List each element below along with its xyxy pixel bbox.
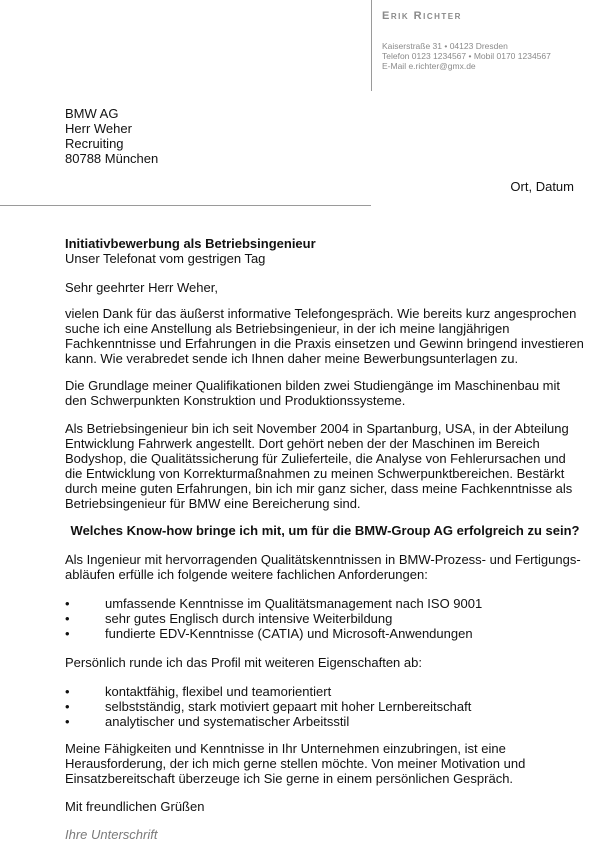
paragraph-requirements-intro: Als Ingenieur mit hervorragenden Qualitätskenntnissen in BMW-Prozess- und Fertigungs-abläufen erfülle ich folgende weitere fachlichen Anforderungen: [65,552,581,582]
bullet-icon: • [65,714,70,729]
signature-placeholder: Ihre Unterschrift [65,827,158,842]
recipient-person: Herr Weher [65,121,132,136]
closing-greeting: Mit freundlichen Grüßen [65,799,205,814]
requirements-list [65,596,482,641]
recipient-city: 80788 München [65,151,159,166]
paragraph-intro: vielen Dank für das äußerst informative Telefongespräch. Wie bereits kurz angesprochen suche ich eine Anstellung als Betriebsingenieur, in der ich meine langjährigen Fachkenntnisse und Erfahrungen in die Praxis einsetzen und Gewinn bringend investieren kann. Wie verabredet sende ich Ihnen daher meine Bewerbungsunterlagen zu. [65,306,584,366]
recipient-department: Recruiting [65,136,124,151]
paragraph-traits-intro: Persönlich runde ich das Profil mit weiteren Eigenschaften ab: [65,655,422,670]
subject-reference: Unser Telefonat vom gestrigen Tag [65,251,266,266]
list-item: • fundierte EDV-Kenntnisse (CATIA) und Microsoft-Anwendungen [65,626,473,641]
bullet-icon: • [65,699,70,714]
place-date: Ort, Datum [510,179,574,194]
list-item: • sehr gutes Englisch durch intensive Weiterbildung [65,611,393,626]
sender-phone: Telefon 0123 1234567 • Mobil 0170 1234567 [382,51,551,61]
paragraph-closing: Meine Fähigkeiten und Kenntnisse in Ihr Unternehmen einzubringen, ist eine Herausforderung, der ich mich gerne stellen möchte. Von meiner Motivation und Einsatzbereitschaft überzeuge ich Sie gerne in einem persönlichen Gespräch. [65,741,526,786]
traits-list [65,684,471,729]
bullet-icon: • [65,626,70,641]
paragraph-qualifications: Die Grundlage meiner Qualifikationen bilden zwei Studiengänge im Maschinenbau mit den Schwerpunkten Konstruktion und Produktionssysteme. [65,378,561,408]
letterhead-vertical-rule [371,0,372,91]
recipient-address [65,106,158,166]
sender-name: Erik Richter [382,10,462,22]
paragraph-experience: Als Betriebsingenieur bin ich seit November 2004 in Spartanburg, USA, in der Abteilung Entwicklung Fahrwerk angestellt. Dort gehört neben der der Maschinen im Bereich Bodyshop, die Qualitätssicherung für Zulieferteile, die Analyse von Fehlerursachen und die Entwicklung von Korrekturmaßnahmen zu meinen Schwerpunktbereichen. Bestärkt durch meine guten Erfahrungen, bin ich mir ganz sicher, dass meine Fachkenntnisse als Betriebsingenieur für BMW eine Bereicherung sind. [65,421,573,511]
subject-line: Initiativbewerbung als Betriebsingenieur [65,236,316,251]
bullet-icon: • [65,611,70,626]
bullet-icon: • [65,684,70,699]
bullet-icon: • [65,596,70,611]
sender-address: Kaiserstraße 31 • 04123 Dresden [382,41,508,51]
sender-email: E-Mail e.richter@gmx.de [382,61,476,71]
know-how-heading: Welches Know-how bringe ich mit, um für die BMW-Group AG erfolgreich zu sein? [70,523,580,538]
list-item: • kontaktfähig, flexibel und teamorientiert [65,684,332,699]
address-window-rule [0,205,371,206]
list-item: • umfassende Kenntnisse im Qualitätsmanagement nach ISO 9001 [65,596,483,611]
recipient-company: BMW AG [65,106,119,121]
list-item: • selbstständig, stark motiviert gepaart mit hoher Lernbereitschaft [65,699,472,714]
salutation: Sehr geehrter Herr Weher, [65,280,218,295]
list-item: • analytischer und systematischer Arbeitsstil [65,714,350,729]
